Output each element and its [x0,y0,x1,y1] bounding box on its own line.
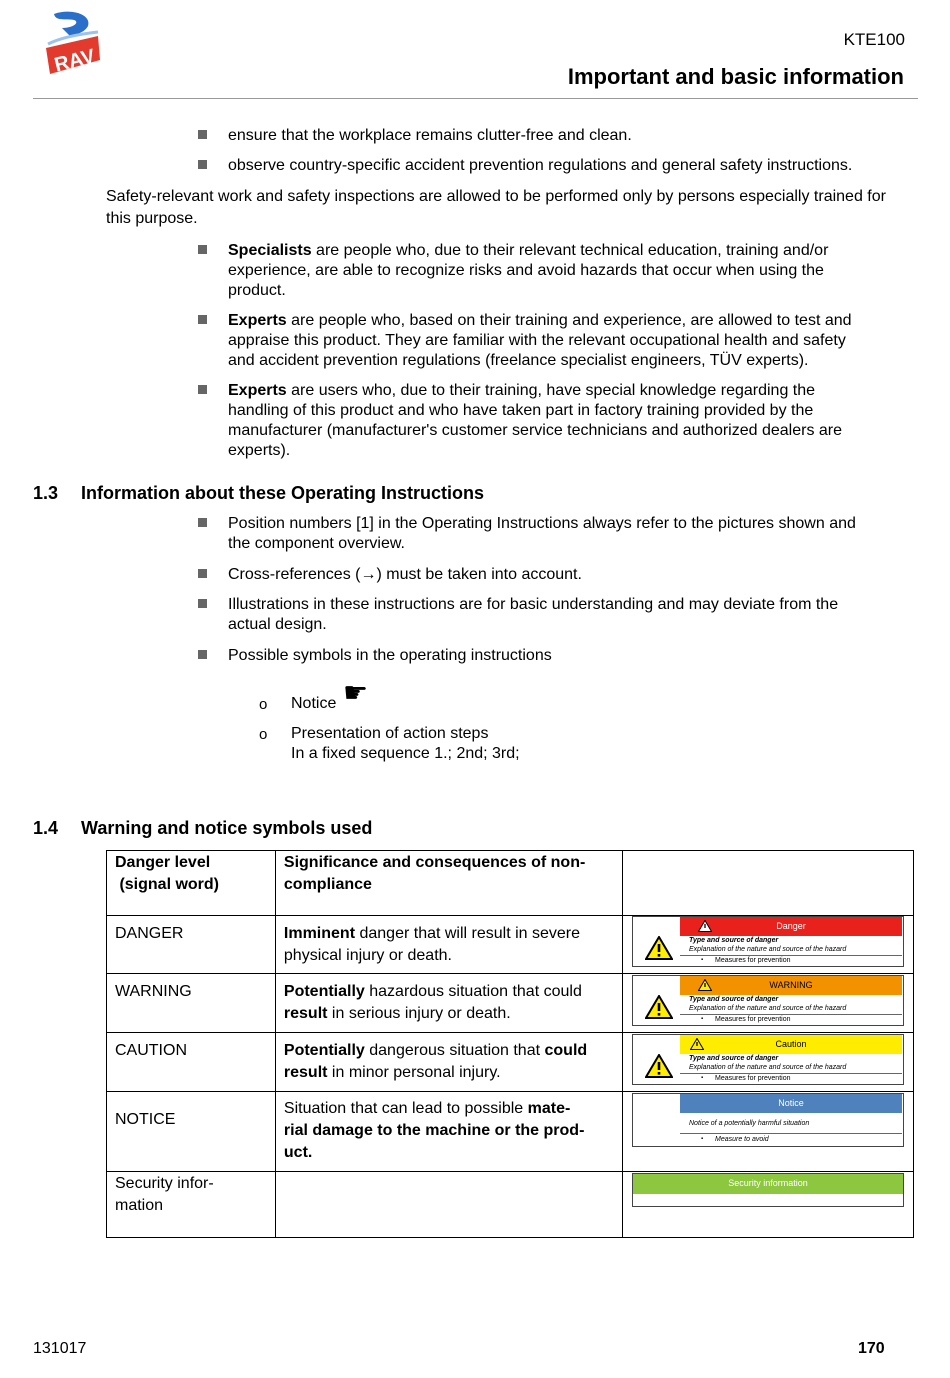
rav-logo [40,8,106,78]
list-item: observe country-specific accident prevention regulations and general safety instructions. [228,157,853,174]
page-number: 170 [858,1340,885,1357]
logo-text: RAV [52,45,98,77]
page-title: Important and basic information [567,64,904,89]
notice-label: Notice Notice of a potentially harmful situation ▪ Measure to avoid [632,1093,904,1147]
table-row: CAUTION Potentially dangerous situation that could result in minor personal injury. [107,1033,914,1092]
model-number: KTE100 [843,30,905,49]
table-row: NOTICE Situation that can lead to possible mate- rial damage to the machine or the prod- uct. [107,1092,914,1172]
pointing-hand-icon: ☛ [343,677,369,708]
section-number: 1.4 [33,818,59,838]
table-row: Security infor- mation [107,1172,914,1238]
notice-text: Notice of a potentially harmful situation [689,1120,810,1127]
notice-signal-word: Notice [680,1094,902,1113]
bullet-square [198,245,207,254]
bullet-square [198,569,207,578]
warning-label: WARNING Type and source of danger Explanation of the nature and source of the hazard ▪ Measures for prevention [632,975,904,1026]
table-header-row: Danger level (signal word) Significance and consequences of non- compliance [107,851,914,916]
warning-triangle-icon [645,995,673,1019]
warning-triangle-icon [698,920,712,932]
security-label [632,1173,904,1207]
type-source-text: Type and source of danger [689,1055,779,1062]
sub-bullet-marker: o [259,696,268,713]
section-title: Warning and notice symbols used [81,818,373,838]
header-divider [33,98,918,99]
bullet-square [198,599,207,608]
list-item: Experts are users who, due to their training, have special knowledge regarding the handling of this product and who have taken part in factory training provided by the manufacturer (manufacturer's customer service technicians and authorized dealers are experts). [228,382,843,459]
warning-triangle-icon [690,1038,704,1050]
list-item: Position numbers [1] in the Operating Instructions always refer to the pictures shown and the component overview. [228,515,856,552]
sub-list-item: Notice [291,695,337,712]
bullet-square [198,385,207,394]
measures-text: Measures for prevention [715,1075,791,1082]
danger-label: Danger Type and source of danger Explanation of the nature and source of the hazard ▪ Measures for prevention [632,916,904,967]
sub-bullet-marker: o [259,726,268,743]
table-row: DANGER Imminent danger that will result in severe physical injury or death. [107,916,914,974]
warning-triangle-icon [698,979,712,991]
measures-text: Measures for prevention [715,957,791,964]
bullet-square [198,315,207,324]
caution-signal-word: Caution [680,1035,902,1054]
type-source-text: Type and source of danger [689,996,779,1003]
explanation-text: Explanation of the nature and source of the hazard [689,1005,847,1012]
section-number: 1.3 [33,483,59,503]
type-source-text: Type and source of danger [689,937,779,944]
section-title: Information about these Operating Instructions [81,483,485,503]
list-item: Experts are people who, based on their training and experience, are allowed to test and appraise this product. They are familiar with the relevant occupational health and safety and accident prevention regulations (freelance specialist engineers, TÜV experts). [228,312,852,369]
warning-signal-word: WARNING [680,976,902,995]
warning-triangle-icon [645,1054,673,1078]
table-row: WARNING Potentially hazardous situation that could result in serious injury or death. [107,974,914,1033]
intro-paragraph: Safety-relevant work and safety inspections are allowed to be performed only by persons especially trained for this purpose. [106,188,886,227]
list-item: Possible symbols in the operating instructions [228,647,552,664]
bullet-square [198,518,207,527]
bullet-square [198,130,207,139]
security-signal-word: Security information [633,1174,903,1194]
danger-signal-word: Danger [680,917,902,936]
sub-list-item: Presentation of action steps In a fixed sequence 1.; 2nd; 3rd; [291,725,520,762]
list-item: Specialists are people who, due to their relevant technical education, training and/or experience, are able to recognize risks and avoid hazards that occur when using the product. [228,242,829,299]
explanation-text: Explanation of the nature and source of the hazard [689,946,847,953]
list-item: Cross-references (→) must be taken into account. [228,566,582,583]
caution-label: Caution Type and source of danger Explanation of the nature and source of the hazard ▪ Measures for prevention [632,1034,904,1085]
measure-text: Measure to avoid [715,1136,769,1143]
list-item: Illustrations in these instructions are for basic understanding and may deviate from the actual design. [228,596,839,633]
measures-text: Measures for prevention [715,1016,791,1023]
bullet-square [198,160,207,169]
warning-triangle-icon [645,936,673,960]
bullet-square [198,650,207,659]
list-item: ensure that the workplace remains clutter-free and clean. [228,127,632,144]
explanation-text: Explanation of the nature and source of the hazard [689,1064,847,1071]
document-code: 131017 [33,1340,87,1357]
